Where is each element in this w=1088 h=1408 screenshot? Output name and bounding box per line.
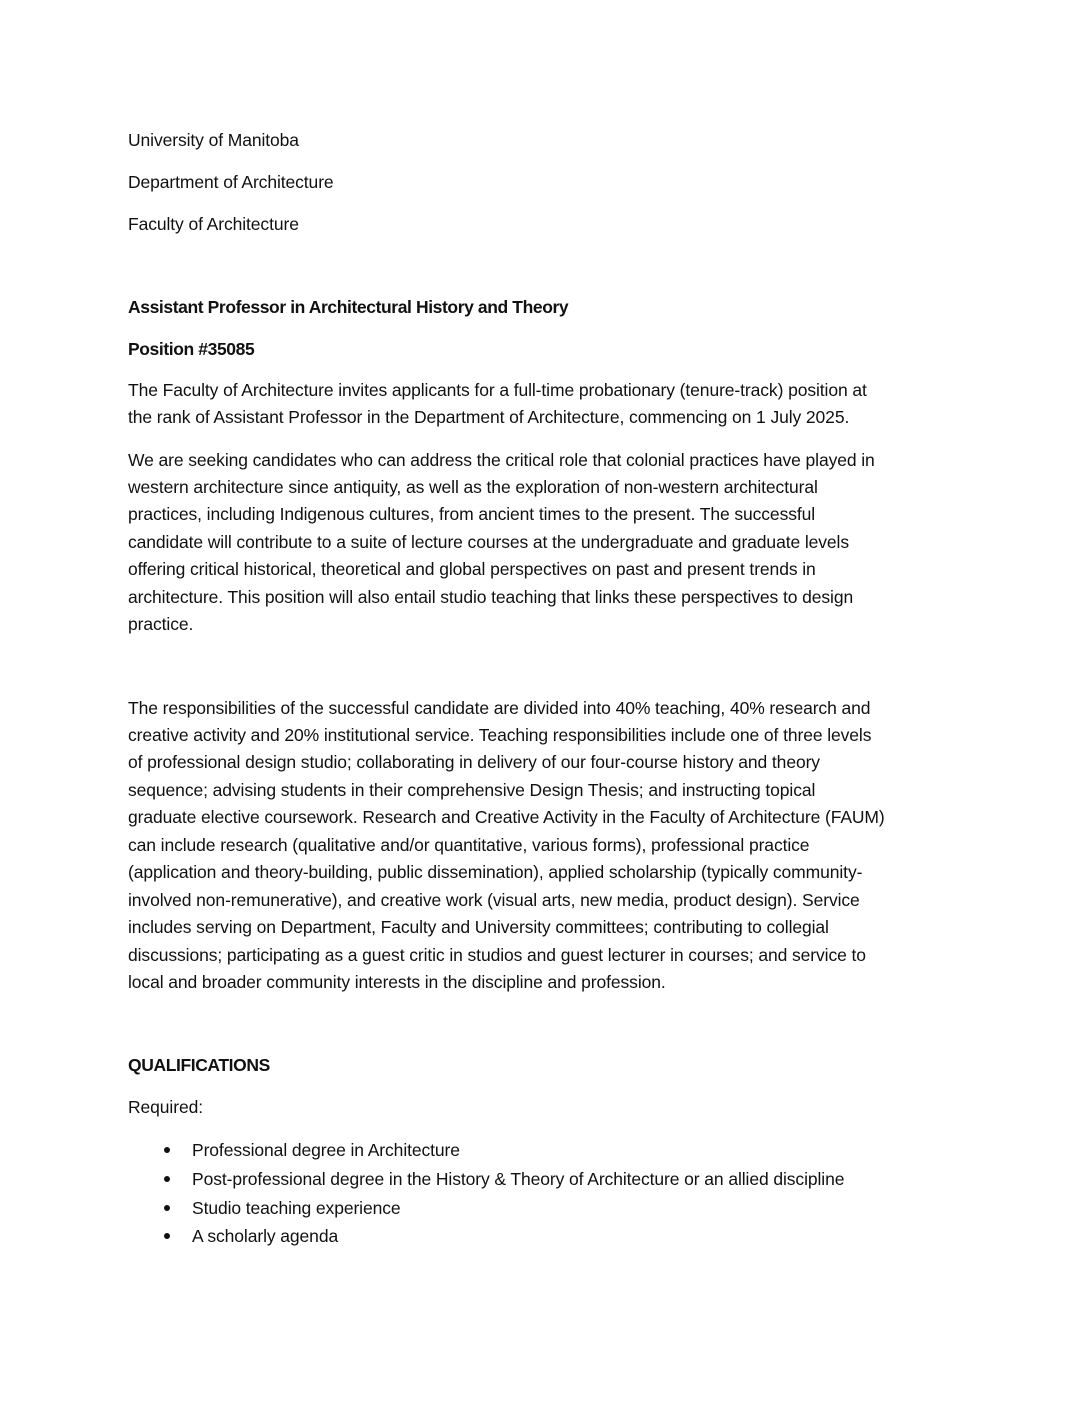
responsibilities-line: can include research (qualitative and/or quantitative, various forms), professional practice	[128, 835, 810, 855]
qualifications-heading: QUALIFICATIONS	[128, 1055, 270, 1075]
responsibilities-line: creative activity and 20% institutional service. Teaching responsibilities include one of three levels	[128, 725, 872, 745]
responsibilities-line: The responsibilities of the successful candidate are divided into 40% teaching, 40% research and	[128, 698, 871, 718]
position-number: Position #35085	[128, 339, 255, 359]
list-item-text: Professional degree in Architecture	[192, 1140, 460, 1160]
bullet-icon	[164, 1233, 170, 1239]
responsibilities-line: discussions; participating as a guest critic in studios and guest lecturer in courses; and service to	[128, 945, 866, 965]
responsibilities-line: includes serving on Department, Faculty and University committees; contributing to collegial	[128, 917, 829, 937]
list-item-text: Studio teaching experience	[192, 1198, 401, 1218]
responsibilities-line: local and broader community interests in the discipline and profession.	[128, 972, 666, 992]
bullet-icon	[164, 1205, 170, 1211]
seeking-line: architecture. This position will also entail studio teaching that links these perspectives to design	[128, 587, 854, 607]
responsibilities-line: graduate elective coursework. Research and Creative Activity in the Faculty of Architecture (FAUM)	[128, 807, 885, 827]
seeking-line: offering critical historical, theoretical and global perspectives on past and present trends in	[128, 559, 816, 579]
list-item-text: A scholarly agenda	[192, 1226, 339, 1246]
responsibilities-line: (application and theory-building, public dissemination), applied scholarship (typically community-	[128, 862, 863, 882]
seeking-line: practices, including Indigenous cultures, from ancient times to the present. The successful	[128, 504, 816, 524]
list-item-text: Post-professional degree in the History & Theory of Architecture or an allied discipline	[192, 1169, 845, 1189]
responsibilities-line: sequence; advising students in their comprehensive Design Thesis; and instructing topical	[128, 780, 816, 800]
seeking-line: We are seeking candidates who can address the critical role that colonial practices have played in	[128, 450, 875, 470]
responsibilities-line: involved non-remunerative), and creative work (visual arts, new media, product design). Service	[128, 890, 860, 910]
department-name: Department of Architecture	[128, 172, 334, 192]
university-name: University of Manitoba	[128, 130, 299, 150]
seeking-line: practice.	[128, 614, 194, 634]
responsibilities-line: of professional design studio; collaborating in delivery of our four-course history and theory	[128, 752, 820, 772]
faculty-name: Faculty of Architecture	[128, 214, 299, 234]
intro-line: the rank of Assistant Professor in the Department of Architecture, commencing on 1 July 2025.	[128, 407, 850, 427]
position-title: Assistant Professor in Architectural History and Theory	[128, 297, 569, 317]
bullet-icon	[164, 1176, 170, 1182]
seeking-line: western architecture since antiquity, as well as the exploration of non-western architectural	[128, 477, 818, 497]
intro-line: The Faculty of Architecture invites applicants for a full-time probationary (tenure-track) position at	[128, 380, 867, 400]
bullet-icon	[164, 1147, 170, 1153]
seeking-line: candidate will contribute to a suite of lecture courses at the undergraduate and graduate levels	[128, 532, 850, 552]
required-label: Required:	[128, 1097, 203, 1117]
